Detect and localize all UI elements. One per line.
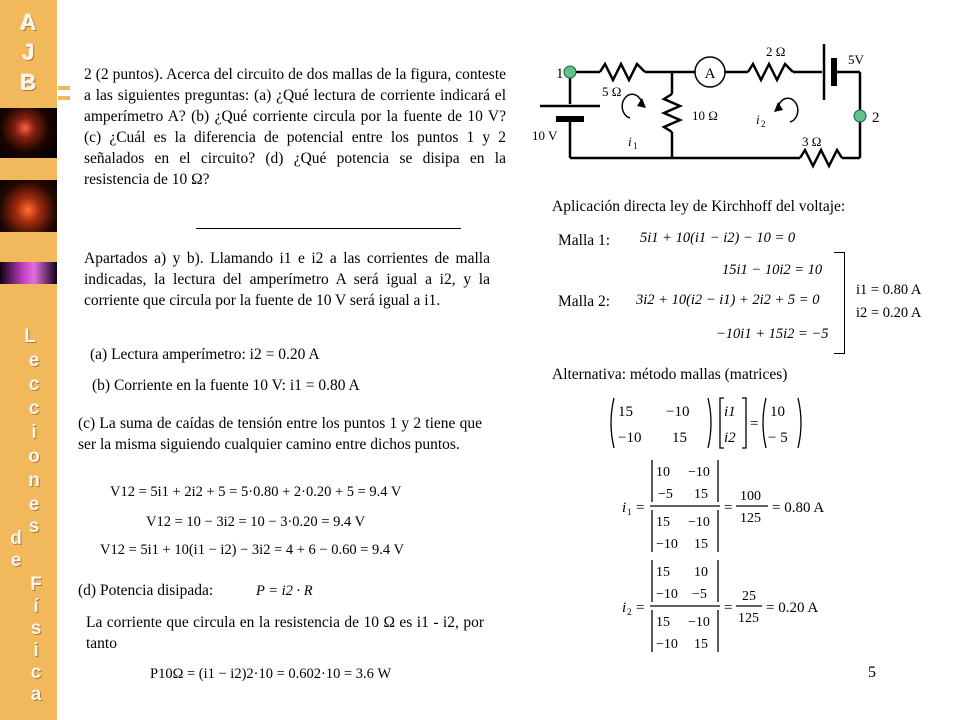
resistor-10-label: 10 Ω [692,108,718,123]
vert-letter: d [10,528,22,549]
matrix-a12: −10 [666,404,690,420]
svg-text:i: i [622,500,627,516]
det-entry: −10 [656,537,678,552]
det-entry: −5 [658,487,673,502]
det-entry: −10 [688,465,710,480]
answer-b: (b) Corriente en la fuente 10 V: i1 = 0.80 A [92,377,360,394]
malla-2-label: Malla 2: [558,293,611,310]
answer-d-text: La corriente que circula en la resistencia de 10 Ω es i1 - i2, por tanto [86,614,484,652]
vert-letter: s [28,516,40,537]
det-entry: 15 [694,637,708,652]
malla-1-label: Malla 1: [558,232,611,249]
vert-letter: c [28,398,40,419]
malla-2-simplified: −10i1 + 15i2 = −5 [716,326,829,342]
spectrum-photo [0,262,57,284]
det-entry: 10 [694,565,708,580]
answer-d-label: (d) Potencia disipada: [78,582,214,599]
matrix-a21: −10 [618,430,642,446]
det-entry: 10 [656,465,670,480]
svg-text:i: i [622,600,627,616]
vector-b1: 10 [770,404,785,420]
det-entry: −10 [656,587,678,602]
det-entry: −10 [688,615,710,630]
problem-statement: 2 (2 puntos). Acerca del circuito de dos mallas de la figura, conteste a las siguientes preguntas: (a) ¿Qué lectura de corriente indicará el amperímetro A? (b) ¿Qué corriente circula por la fuente de 10 V? (c) ¿Cuál es la diferencia de potencial entre los puntos 1 y 2 señalados en el circuito? (d) ¿Qué potencia se disipa en la resistencia de 10 Ω? [84,66,506,188]
vector-i2: i2 [724,430,736,446]
ammeter-label: A [704,66,716,82]
matrix-a22: 15 [672,430,687,446]
det-entry: 15 [694,537,708,552]
power-10ohm-equation: P10Ω = (i1 − i2)2·10 = 0.602·10 = 3.6 W [150,666,392,682]
svg-text:=: = [750,416,759,432]
fraction-den: 125 [740,511,761,526]
vert-letter: c [30,662,42,683]
answer-c-text: (c) La suma de caídas de tensión entre los puntos 1 y 2 tiene que ser la misma siguiendo cualquier camino entre dichos puntos. [78,415,482,453]
fraction-num: 100 [740,489,761,504]
answer-a: (a) Lectura amperímetro: i2 = 0.20 A [90,346,320,363]
vert-letter: L [24,326,36,347]
svg-text:=: = [724,600,733,616]
vert-letter: n [28,470,40,491]
deco-bar [58,96,70,100]
vector-i1: i1 [724,404,736,420]
svg-text:2: 2 [627,607,632,617]
system-bracket [834,252,845,354]
power-formula: P = i2 · R [256,583,313,599]
vert-letter: a [30,684,42,705]
svg-text:=: = [636,500,645,516]
svg-text:=: = [636,600,645,616]
answer-ab-text: Apartados a) y b). Llamando i1 e i2 a las corrientes de malla indicadas, la lectura del amperímetro A será igual a i2, y la corriente que circula por la fuente de 10 V será igual a i1. [84,250,490,309]
matrix-heading: Alternativa: método mallas (matrices) [552,366,788,383]
resistor-5-label: 5 Ω [602,84,622,99]
vert-letter: i [31,422,37,443]
cramer-i2 [622,556,842,656]
circuit-diagram [530,36,890,176]
resistor-3-label: 3 Ω [802,134,822,149]
source-10v-label: 10 V [532,128,558,143]
divider [196,228,461,229]
node-2-dot [854,110,866,122]
malla-2-equation: 3i2 + 10(i2 − i1) + 2i2 + 5 = 0 [636,292,820,308]
vert-letter: e [28,494,40,515]
lab-photo-2 [0,180,57,232]
deco-bar [58,86,70,90]
current-i1-sub: 1 [633,141,638,151]
vert-letter: i [33,640,39,661]
resistor-2-label: 2 Ω [766,44,786,59]
det-entry: −10 [656,637,678,652]
vector-b2: − 5 [768,430,788,446]
cramer-i1 [622,456,842,556]
fraction-num: 25 [742,589,756,604]
i1-result: = 0.80 A [772,500,825,516]
det-entry: 15 [656,515,670,530]
page-number: 5 [868,664,876,681]
logo-letter-a: A [20,10,37,35]
v12-equation-2: V12 = 10 − 3i2 = 10 − 3·0.20 = 9.4 V [146,514,366,530]
sidebar [0,0,57,720]
i2-result: = 0.20 A [766,600,819,616]
vert-letter: o [28,446,40,467]
matrix-a11: 15 [618,404,633,420]
lab-photo-1 [0,108,57,158]
v12-equation-1: V12 = 5i1 + 2i2 + 5 = 5·0.80 + 2·0.20 + 5 = 9.4 V [110,484,402,500]
svg-text:1: 1 [627,507,632,517]
solution-i2: i2 = 0.20 A [856,305,922,321]
fraction-den: 125 [738,611,759,626]
det-entry: −10 [688,515,710,530]
kirchhoff-heading: Aplicación directa ley de Kirchhoff del voltaje: [552,198,846,215]
matrix-equation [606,394,806,452]
vert-letter: s [30,618,42,639]
malla-1-simplified: 15i1 − 10i2 = 10 [722,262,823,278]
vert-letter: c [28,374,40,395]
svg-text:=: = [724,500,733,516]
node-1-dot [564,66,576,78]
node-1-label: 1 [556,66,564,82]
det-entry: 15 [694,487,708,502]
current-i2-label: i [756,112,760,127]
source-5v-label: 5V [848,52,864,67]
node-2-label: 2 [872,110,880,126]
vert-letter: e [28,350,40,371]
vert-letter: F [30,574,42,595]
v12-equation-3: V12 = 5i1 + 10(i1 − i2) − 3i2 = 4 + 6 − 0.60 = 9.4 V [100,542,404,558]
solution-i1: i1 = 0.80 A [856,282,922,298]
det-entry: 15 [656,565,670,580]
malla-1-equation: 5i1 + 10(i1 − i2) − 10 = 0 [640,230,796,246]
det-entry: 15 [656,615,670,630]
det-entry: −5 [692,587,707,602]
current-i2-sub: 2 [761,119,766,129]
current-i1-label: i [628,134,632,149]
vert-letter: í [33,596,39,617]
vert-letter: e [10,550,22,571]
logo-letter-j: J [22,40,35,65]
logo-letter-b: B [20,70,37,95]
